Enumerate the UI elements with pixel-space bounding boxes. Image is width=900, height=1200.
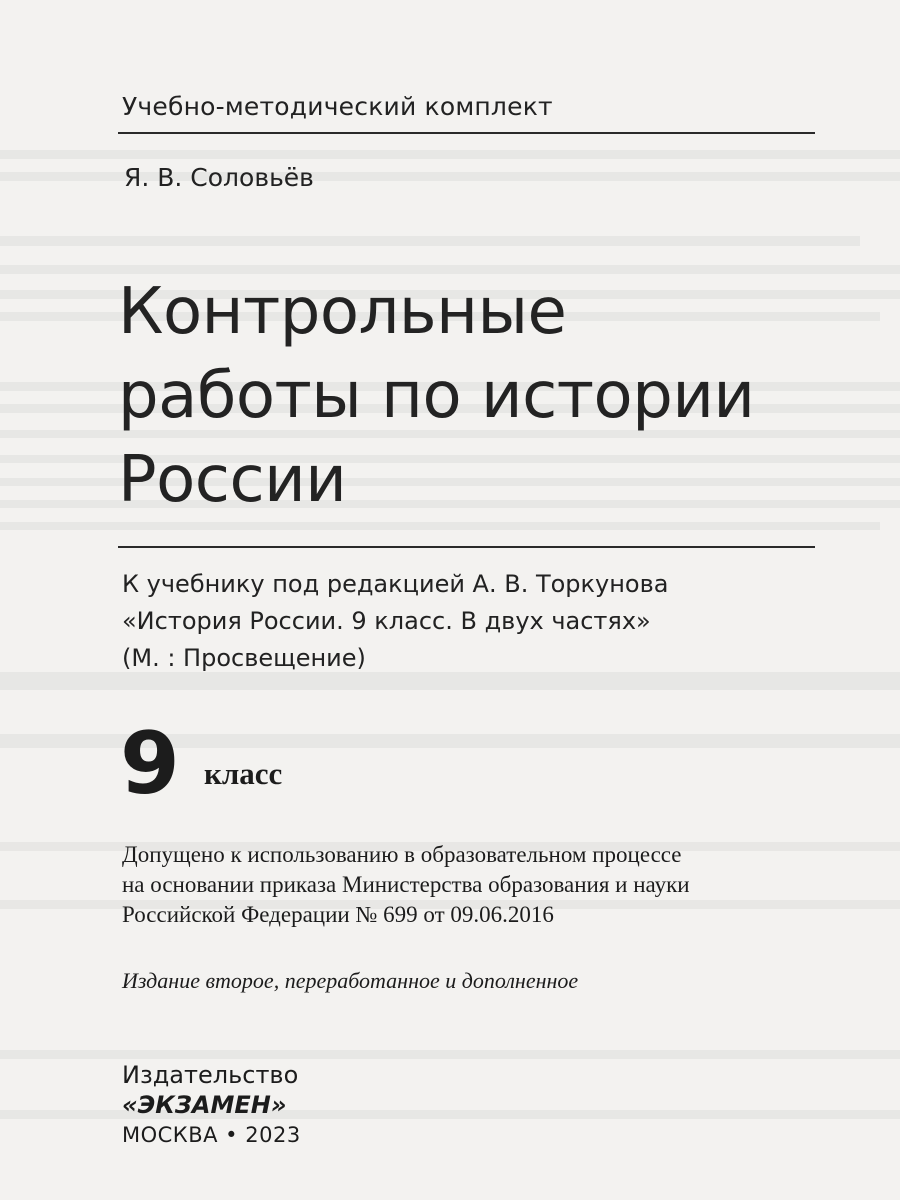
middle-divider	[118, 546, 815, 548]
publisher-block	[122, 1060, 301, 1150]
title-line-1: Контрольные	[118, 275, 567, 349]
approval-line-3: Российской Федерации № 699 от 09.06.2016	[122, 902, 554, 927]
textbook-reference	[122, 566, 668, 677]
approval-line-1: Допущено к использованию в образовательном процессе	[122, 842, 682, 867]
textbook-line-3: (М. : Просвещение)	[122, 644, 366, 672]
title-line-3: России	[118, 443, 347, 517]
grade-word: класс	[204, 756, 283, 791]
author-name: Я. В. Соловьёв	[124, 163, 314, 192]
publisher-label: Издательство	[122, 1061, 299, 1089]
grade-number: 9	[120, 714, 180, 814]
textbook-line-1: К учебнику под редакцией А. В. Торкунова	[122, 570, 669, 598]
approval-statement	[122, 840, 690, 930]
publisher-name: «ЭКЗАМЕН»	[122, 1091, 287, 1119]
edition-note: Издание второе, переработанное и дополненное	[122, 968, 579, 993]
title-line-2: работы по истории	[118, 359, 755, 433]
textbook-line-2: «История России. 9 класс. В двух частях»	[122, 607, 651, 635]
approval-line-2: на основании приказа Министерства образования и науки	[122, 872, 690, 897]
series-label: Учебно-методический комплект	[122, 92, 553, 121]
top-divider	[118, 132, 815, 134]
city-year: МОСКВА • 2023	[122, 1123, 301, 1147]
book-title	[118, 270, 818, 522]
